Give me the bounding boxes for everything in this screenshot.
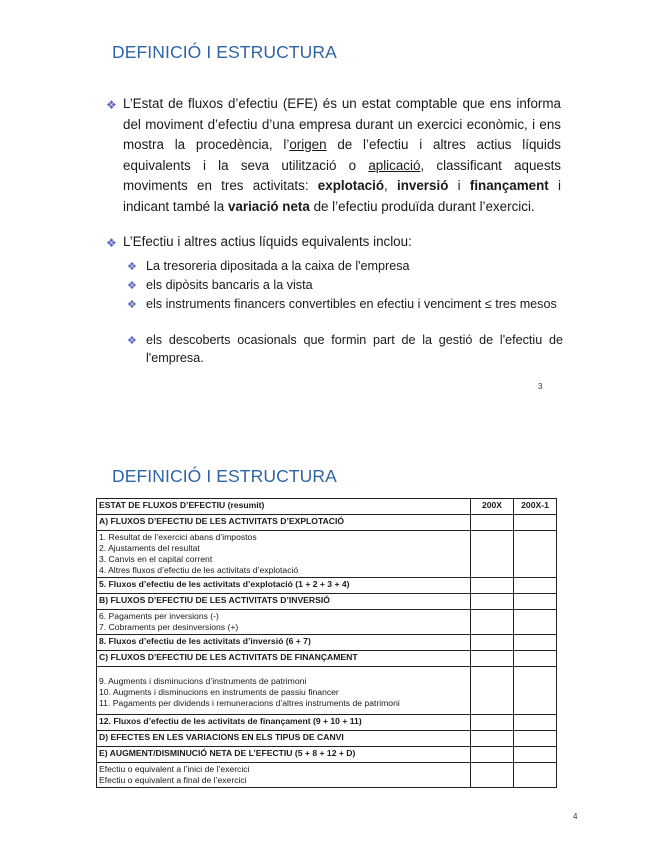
footer-row xyxy=(97,763,557,788)
table-line-item: 6. Pagaments per inversions (-) xyxy=(99,611,219,621)
items-row-b xyxy=(97,610,557,635)
table-line-item: 3. Canvis en el capital corrent xyxy=(99,554,213,564)
page-number: 4 xyxy=(573,812,578,821)
items-row-a xyxy=(97,531,557,578)
slide-title: DEFINICIÓ I ESTRUCTURA xyxy=(112,42,337,62)
table-line-item: 4. Altres fluxos d’efectiu de les activitats d’explotació xyxy=(99,565,299,575)
diamond-bullet-icon: ❖ xyxy=(106,98,117,112)
table-line-item: Efectiu o equivalent a final de l’exercici xyxy=(99,775,247,785)
equivalents-paragraph: ❖ L’Efectiu i altres actius líquids equivalents inclou: xyxy=(106,232,561,253)
page-number: 3 xyxy=(538,382,543,391)
total-row-b: 8. Fluxos d’efectiu de les activitats d’inversió (6 + 7) xyxy=(97,635,557,651)
section-row-d: D) EFECTES EN LES VARIACIONS EN ELS TIPUS DE CANVI xyxy=(97,731,557,747)
items-row-c xyxy=(97,667,557,715)
table-line-item: 7. Cobraments per desinversions (+) xyxy=(99,622,239,632)
table-line-item: 11. Pagaments per dividends i remuneracions d’altres instruments de patrimoni xyxy=(99,698,400,708)
diamond-bullet-icon: ❖ xyxy=(127,335,137,347)
diamond-bullet-icon: ❖ xyxy=(127,299,137,311)
table-header-label: ESTAT DE FLUXOS D’EFECTIU (resumit) xyxy=(97,499,471,515)
cash-flow-table xyxy=(96,498,557,788)
list-item: ❖ els dipòsits bancaris a la vista xyxy=(127,276,563,294)
table-header-row xyxy=(97,499,557,515)
efe-definition-paragraph: ❖ L’Estat de fluxos d’efectiu (EFE) és un estat comptable que ens informa del moviment d’efectiu d’una empresa durant un exercici econòmic, i ens mostra la procedència, l’origen de l’efectiu i altres actius líquids equivalents i la seva utilització o aplicació, classificant aquests moviments en tres activitats: explotació, inversió i finançament i indicant també la variació neta de l’efectiu produïda durant l’exercici. xyxy=(106,96,562,214)
list-item: ❖ La tresoreria dipositada a la caixa de l'empresa xyxy=(127,257,563,275)
table-line-item: Efectiu o equivalent a l’inici de l’exercici xyxy=(99,764,250,774)
slide-4 xyxy=(0,424,655,848)
table-line-item: 1. Resultat de l’exercici abans d’impostos xyxy=(99,532,257,542)
section-row-a: A) FLUXOS D’EFECTIU DE LES ACTIVITATS D’EXPLOTACIÓ xyxy=(97,515,557,531)
diamond-bullet-icon: ❖ xyxy=(127,280,137,292)
table-line-item: 10. Augments i disminucions en instruments de passiu financer xyxy=(99,687,339,697)
section-row-e: E) AUGMENT/DISMINUCIÓ NETA DE L’EFECTIU (5 + 8 + 12 + D) xyxy=(97,747,557,763)
total-row-a: 5. Fluxos d’efectiu de les activitats d’explotació (1 + 2 + 3 + 4) xyxy=(97,578,557,594)
list-item: ❖ els descoberts ocasionals que formin part de la gestió de l'efectiu de l'empresa. xyxy=(127,333,563,365)
section-row-b: B) FLUXOS D’EFECTIU DE LES ACTIVITATS D’INVERSIÓ xyxy=(97,594,557,610)
column-header-200x-1: 200X-1 xyxy=(514,499,557,515)
slide-title: DEFINICIÓ I ESTRUCTURA xyxy=(112,466,337,486)
column-header-200x: 200X xyxy=(471,499,514,515)
section-row-c: C) FLUXOS D’EFECTIU DE LES ACTIVITATS DE FINANÇAMENT xyxy=(97,651,557,667)
total-row-c: 12. Fluxos d’efectiu de les activitats de finançament (9 + 10 + 11) xyxy=(97,715,557,731)
list-item: ❖ els instruments financers convertibles en efectiu i venciment ≤ tres mesos xyxy=(127,295,563,313)
table-line-item: 9. Augments i disminucions d’instruments de patrimoni xyxy=(99,676,307,686)
diamond-bullet-icon: ❖ xyxy=(106,236,117,250)
diamond-bullet-icon: ❖ xyxy=(127,261,137,273)
table-line-item: 2. Ajustaments del resultat xyxy=(99,543,200,553)
slide-3 xyxy=(0,0,655,420)
